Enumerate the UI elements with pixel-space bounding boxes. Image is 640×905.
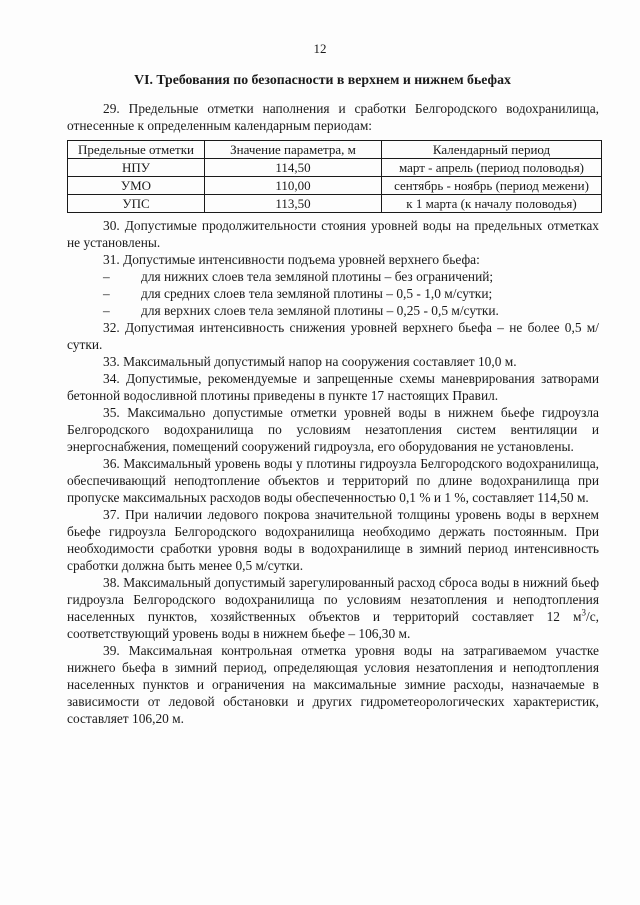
- paragraph-33: 33. Максимальный допустимый напор на сооружения составляет 10,0 м.: [103, 354, 517, 369]
- paragraph-29: 29. Предельные отметки наполнения и сработки Белгородского водохранилища, отнесенные к определенным календарным периодам:: [67, 101, 599, 133]
- paragraph-38-end: /с, соответствующий уровень воды в нижнем бьефе – 106,30 м.: [67, 609, 599, 641]
- paragraph-32: 32. Допустимая интенсивность снижения уровней верхнего бьефа – не более 0,5 м/сутки.: [67, 320, 599, 352]
- list-item: [67, 268, 599, 285]
- dash-marker: –: [103, 269, 110, 284]
- table-row: [68, 177, 602, 195]
- limit-marks-table: [67, 140, 602, 213]
- table-header-cell: Календарный период: [382, 141, 602, 159]
- document-body: [67, 100, 599, 727]
- table-cell: НПУ: [68, 159, 205, 177]
- section-heading: VI. Требования по безопасности в верхнем и нижнем бьефах: [134, 72, 511, 87]
- table-header-cell: Предельные отметки: [68, 141, 205, 159]
- paragraph-36: 36. Максимальный уровень воды у плотины гидроузла Белгородского водохранилища, обеспечивающий неподтопление объектов и территорий по длине водохранилища при пропуске максимальных расходов воды обеспеченностью 0,1 % и 1 %, составляет 114,50 м.: [67, 456, 599, 505]
- paragraph-30: 30. Допустимые продолжительности стояния уровней воды на предельных отметках не установлены.: [67, 218, 599, 250]
- page-number: 12: [313, 41, 327, 56]
- dash-marker: –: [103, 303, 110, 318]
- list-item-text: для средних слоев тела земляной плотины – 0,5 - 1,0 м/сутки;: [141, 286, 493, 301]
- paragraph-38: [67, 574, 599, 642]
- cubic-superscript: 3: [581, 607, 586, 618]
- dash-marker: –: [103, 286, 110, 301]
- paragraph-39: 39. Максимальная контрольная отметка уровня воды на затрагиваемом участке нижнего бьефа в зимний период, определяющая условия незатопления и неподтопления населенных пунктов и ограничения на максимальные зимние расходы, назначаемые в зависимости от ледовой обстановки и других гидрометеорологических характеристик, составляет 106,20 м.: [67, 643, 599, 726]
- paragraph-31: 31. Допустимые интенсивности подъема уровней верхнего бьефа:: [103, 252, 480, 267]
- table-cell: 113,50: [205, 195, 382, 213]
- table-cell: 114,50: [205, 159, 382, 177]
- table-cell: УМО: [68, 177, 205, 195]
- table-row: [68, 159, 602, 177]
- list-item-text: для верхних слоев тела земляной плотины – 0,25 - 0,5 м/сутки.: [141, 303, 499, 318]
- table-cell: сентябрь - ноябрь (период межени): [382, 177, 602, 195]
- paragraph-35: 35. Максимально допустимые отметки уровней воды в нижнем бьефе гидроузла Белгородского водохранилища по условиям незатопления систем вентиляции и энергоснабжения, помещений сооружений гидроузла, его оборудования не установлены.: [67, 405, 599, 454]
- table-cell: март - апрель (период половодья): [382, 159, 602, 177]
- table-header-cell: Значение параметра, м: [205, 141, 382, 159]
- list-item: [67, 285, 599, 302]
- list-item-text: для нижних слоев тела земляной плотины – без ограничений;: [141, 269, 494, 284]
- table-cell: УПС: [68, 195, 205, 213]
- paragraph-38-start: 38. Максимальный допустимый зарегулированный расход сброса воды в нижний бьеф гидроузла Белгородского водохранилища по условиям незатопления и неподтопления населенных пунктов, хозяйственных объектов и территорий составляет 12 м: [67, 575, 599, 624]
- paragraph-34: 34. Допустимые, рекомендуемые и запрещенные схемы маневрирования затворами бетонной водосливной плотины приведены в пункте 17 настоящих Правил.: [67, 371, 599, 403]
- paragraph-37: 37. При наличии ледового покрова значительной толщины уровень воды в верхнем бьефе гидроузла Белгородского водохранилища необходимо держать постоянным. При необходимости сработки уровня воды в водохранилище в зимний период интенсивность сработки должна быть менее 0,5 м/сутки.: [67, 507, 599, 573]
- list-item: [67, 302, 599, 319]
- table-row: [68, 195, 602, 213]
- table-cell: к 1 марта (к началу половодья): [382, 195, 602, 213]
- table-cell: 110,00: [205, 177, 382, 195]
- table-header-row: [68, 141, 602, 159]
